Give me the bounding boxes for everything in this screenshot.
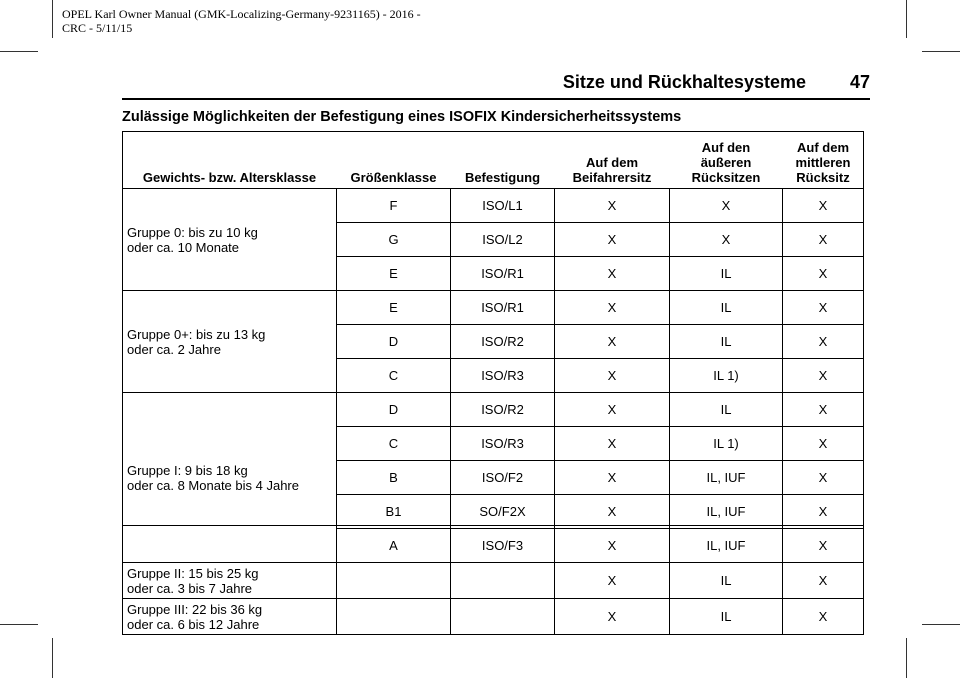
fixture-cell: ISO/R1 — [451, 291, 555, 325]
crop-mark-top-left-vertical — [52, 0, 53, 38]
middle-rear-seat-cell: X — [783, 189, 864, 223]
weight-class-cell: Gruppe I: 9 bis 18 kg oder ca. 8 Monate bis 4 Jahre — [123, 393, 337, 563]
size-class-cell: D — [337, 393, 451, 427]
weight-class-cell: Gruppe II: 15 bis 25 kg oder ca. 3 bis 7 Jahre — [123, 563, 337, 599]
size-class-cell: F — [337, 189, 451, 223]
passenger-seat-cell: X — [555, 359, 670, 393]
table-body — [123, 189, 864, 635]
middle-rear-seat-cell: X — [783, 563, 864, 599]
size-class-cell — [337, 599, 451, 635]
crop-mark-top-left-horizontal — [0, 51, 38, 52]
table-caption: Zulässige Möglichkeiten der Befestigung eines ISOFIX Kindersicherheitssystems — [122, 109, 682, 125]
fixture-cell: ISO/F2 — [451, 461, 555, 495]
outer-rear-seats-cell: IL — [670, 599, 783, 635]
passenger-seat-cell: X — [555, 325, 670, 359]
page-number: 47 — [849, 72, 870, 92]
size-class-cell: C — [337, 359, 451, 393]
middle-rear-seat-cell: X — [783, 291, 864, 325]
middle-rear-seat-cell: X — [783, 257, 864, 291]
outer-rear-seats-cell: IL — [670, 563, 783, 599]
fixture-cell: ISO/L2 — [451, 223, 555, 257]
fixture-cell: ISO/R1 — [451, 257, 555, 291]
header-size-class: Größenklasse — [337, 131, 451, 189]
size-class-cell: C — [337, 427, 451, 461]
fixture-cell — [451, 563, 555, 599]
table-row — [123, 189, 864, 223]
fixture-cell — [451, 599, 555, 635]
fixture-cell: ISO/R3 — [451, 359, 555, 393]
middle-rear-seat-cell: X — [783, 427, 864, 461]
crop-mark-top-right-horizontal — [922, 51, 960, 52]
outer-rear-seats-cell: IL — [670, 393, 783, 427]
passenger-seat-cell: X — [555, 393, 670, 427]
header-passenger-seat: Auf dem Beifahrersitz — [555, 131, 670, 189]
header-middle-rear-seat: Auf dem mittleren Rücksitz — [783, 131, 864, 189]
outer-rear-seats-cell: IL — [670, 291, 783, 325]
print-metadata — [62, 7, 421, 35]
fixture-cell: SO/F2X — [451, 495, 555, 529]
outer-rear-seats-cell: IL 1) — [670, 427, 783, 461]
passenger-seat-cell: X — [555, 599, 670, 635]
weight-class-cell: Gruppe 0+: bis zu 13 kg oder ca. 2 Jahre — [123, 291, 337, 393]
middle-rear-seat-cell: X — [783, 599, 864, 635]
table-header-row — [123, 131, 864, 189]
print-metadata-line-2: CRC - 5/11/15 — [62, 21, 133, 35]
fixture-cell: ISO/R2 — [451, 325, 555, 359]
fixture-cell: ISO/R3 — [451, 427, 555, 461]
passenger-seat-cell: X — [555, 495, 670, 529]
crop-mark-bottom-left-horizontal — [0, 624, 38, 625]
table-row — [123, 393, 864, 427]
header-outer-rear-seats: Auf den äußeren Rücksitzen — [670, 131, 783, 189]
outer-rear-seats-cell: IL, IUF — [670, 461, 783, 495]
size-class-cell: G — [337, 223, 451, 257]
middle-rear-seat-cell: X — [783, 393, 864, 427]
outer-rear-seats-cell: X — [670, 189, 783, 223]
section-title: Sitze und Rückhaltesysteme — [562, 72, 806, 92]
passenger-seat-cell: X — [555, 563, 670, 599]
size-class-cell — [337, 563, 451, 599]
passenger-seat-cell: X — [555, 223, 670, 257]
header-weight-class: Gewichts- bzw. Altersklasse — [123, 131, 337, 189]
passenger-seat-cell: X — [555, 461, 670, 495]
table-row — [123, 599, 864, 635]
outer-rear-seats-cell: X — [670, 223, 783, 257]
header-fixture: Befestigung — [451, 131, 555, 189]
outer-rear-seats-cell: IL — [670, 257, 783, 291]
passenger-seat-cell: X — [555, 291, 670, 325]
size-class-cell: B1 — [337, 495, 451, 529]
weight-class-cell: Gruppe III: 22 bis 36 kg oder ca. 6 bis 12 Jahre — [123, 599, 337, 635]
middle-rear-seat-cell: X — [783, 495, 864, 529]
passenger-seat-cell: X — [555, 189, 670, 223]
size-class-cell: A — [337, 529, 451, 563]
middle-rear-seat-cell: X — [783, 223, 864, 257]
fixture-cell: ISO/R2 — [451, 393, 555, 427]
middle-rear-seat-cell: X — [783, 359, 864, 393]
passenger-seat-cell: X — [555, 257, 670, 291]
outer-rear-seats-cell: IL, IUF — [670, 495, 783, 529]
isofix-table — [122, 131, 864, 635]
middle-rear-seat-cell: X — [783, 461, 864, 495]
crop-mark-bottom-right-vertical — [906, 638, 907, 678]
crop-mark-top-right-vertical — [906, 0, 907, 38]
header-rule — [122, 98, 870, 100]
size-class-cell: E — [337, 291, 451, 325]
passenger-seat-cell: X — [555, 427, 670, 461]
print-metadata-line-1: OPEL Karl Owner Manual (GMK-Localizing-Germany-9231165) - 2016 - — [62, 7, 421, 21]
crop-mark-bottom-right-horizontal — [922, 624, 960, 625]
running-head — [122, 70, 870, 100]
middle-rear-seat-cell: X — [783, 529, 864, 563]
table-row — [123, 291, 864, 325]
outer-rear-seats-cell: IL — [670, 325, 783, 359]
size-class-cell: D — [337, 325, 451, 359]
outer-rear-seats-cell: IL 1) — [670, 359, 783, 393]
crop-mark-bottom-left-vertical — [52, 638, 53, 678]
fixture-cell: ISO/F3 — [451, 529, 555, 563]
fixture-cell: ISO/L1 — [451, 189, 555, 223]
size-class-cell: E — [337, 257, 451, 291]
passenger-seat-cell: X — [555, 529, 670, 563]
middle-rear-seat-cell: X — [783, 325, 864, 359]
table-row — [123, 563, 864, 599]
outer-rear-seats-cell: IL, IUF — [670, 529, 783, 563]
weight-class-cell: Gruppe 0: bis zu 10 kg oder ca. 10 Monate — [123, 189, 337, 291]
size-class-cell: B — [337, 461, 451, 495]
